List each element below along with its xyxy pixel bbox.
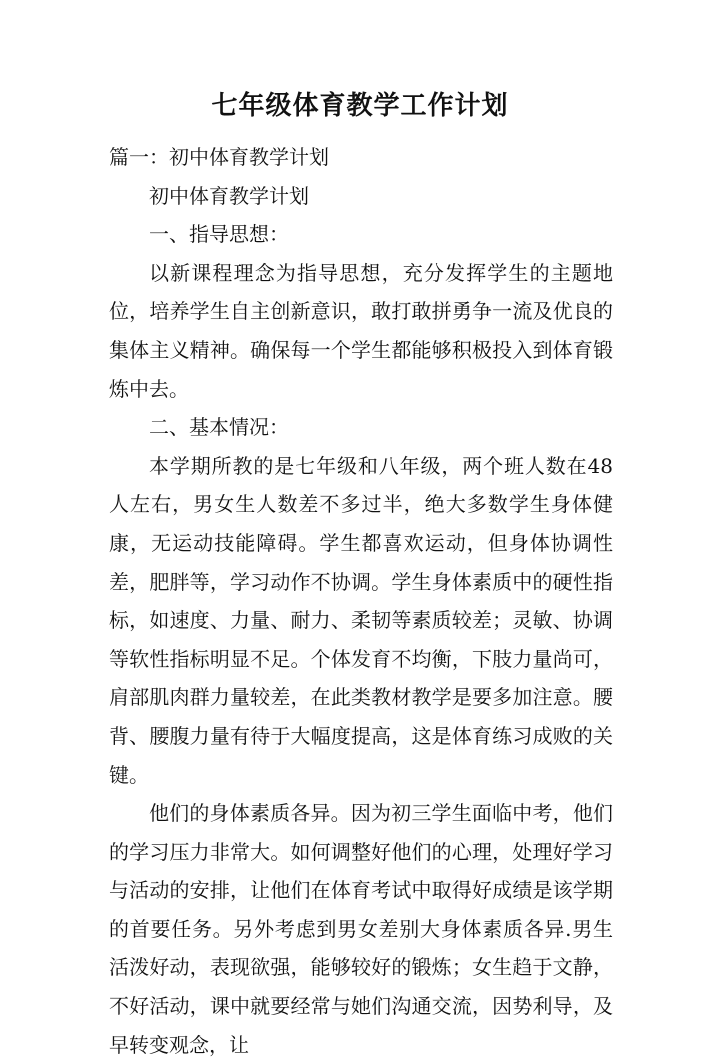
section-heading: 篇一：初中体育教学计划 bbox=[109, 145, 329, 169]
document-title: 七年级体育教学工作计划 bbox=[211, 91, 509, 121]
section-heading-basic-situation: 二、基本情况： bbox=[149, 415, 289, 440]
body-paragraph: 他们的身体素质各异。因为初三学生面临中考，他们的学习压力非常大。如何调整好他们的心理，处理好学习与活动的安排，让他们在体育考试中取得好成绩是该学期的首要任务。另外考虑到男女差别大身体素质各异.男生活泼好动，表现欲强，能够较好的锻炼；女生趋于文静，不好活动，课中就要经常与她们沟通交流，因势利导，及早转变观念，让 bbox=[109, 801, 613, 1057]
body-paragraph: 以新课程理念为指导思想，充分发挥学生的主题地位，培养学生自主创新意识，敢打敢拼勇争一流及优良的集体主义精神。确保每一个学生都能够积极投入到体育锻炼中去。 bbox=[109, 260, 613, 401]
subtitle-paragraph: 初中体育教学计划 bbox=[149, 183, 309, 208]
document-body bbox=[109, 138, 613, 1064]
body-paragraph: 本学期所教的是七年级和八年级，两个班人数在48人左右，男女生人数差不多过半，绝大多数学生身体健康，无运动技能障碍。学生都喜欢运动，但身体协调性差，肥胖等，学习动作不协调。学生身体素质中的硬性指标，如速度、力量、耐力、柔韧等素质较差；灵敏、协调等软性指标明显不足。个体发育不均衡，下肢力量尚可，肩部肌肉群力量较差，在此类教材教学是要多加注意。腰背、腰腹力量有待于大幅度提高，这是体育练习成败的关键。 bbox=[109, 453, 613, 787]
section-heading-guiding-ideology: 一、指导思想： bbox=[149, 222, 289, 247]
